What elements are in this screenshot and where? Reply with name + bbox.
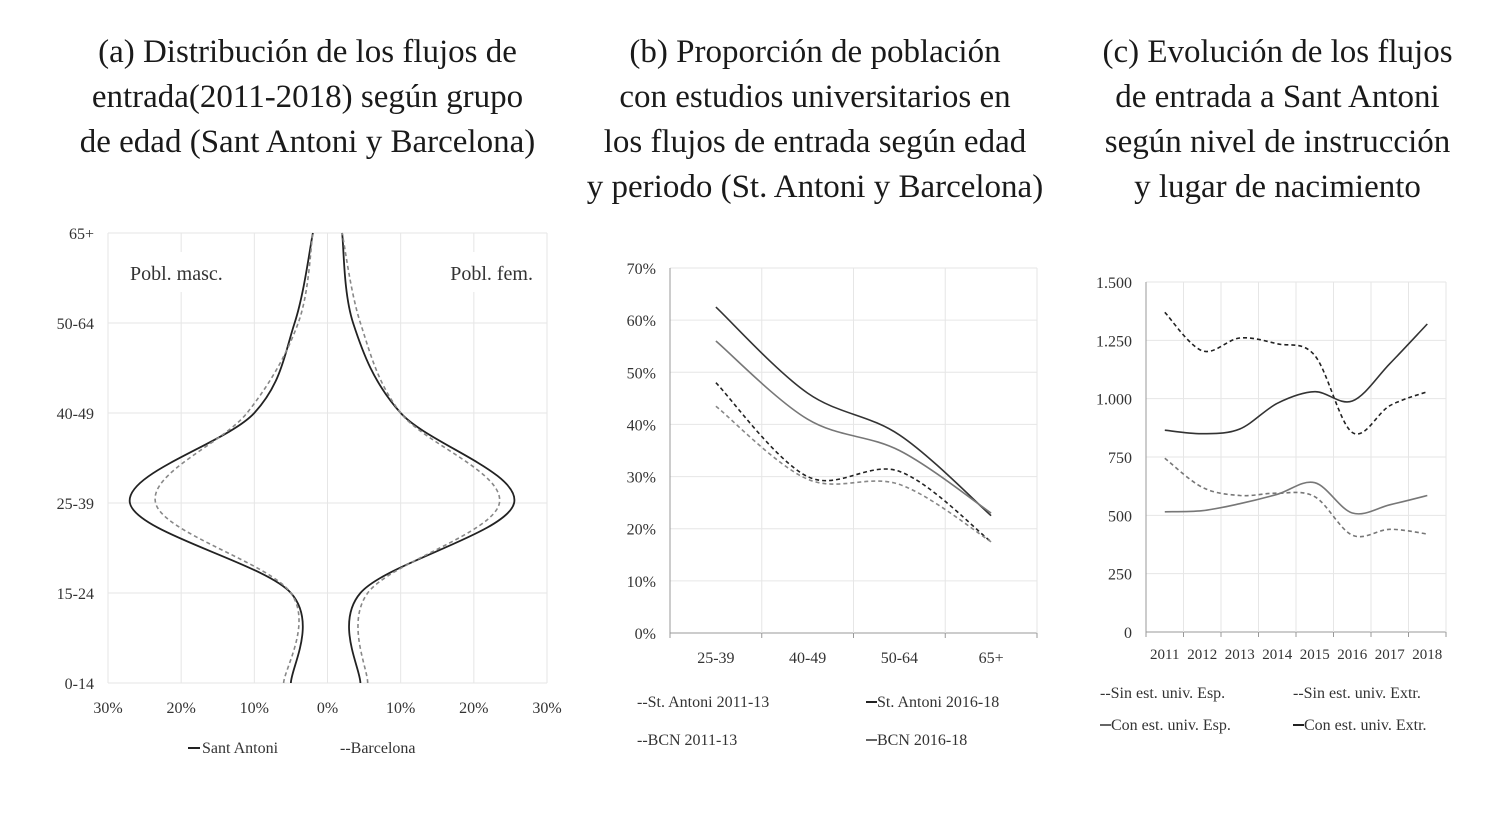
x-tick-label: 2016 [1337,647,1368,663]
y-tick-label: 40% [626,417,656,435]
y-tick-label: 10% [626,573,656,591]
x-tick-label: 10% [239,700,269,717]
title-a-line: entrada(2011-2018) según grupo [91,79,524,115]
y-tick-label: 500 [1108,508,1132,526]
legend-label: --Sin est. univ. Extr. [1293,685,1421,702]
y-tick-label: 1.500 [1096,275,1132,292]
title-a-line: (a) Distribución de los flujos de [98,34,517,70]
y-tick-label: 50-64 [56,316,94,333]
annotation-male: Pobl. masc. [130,263,223,285]
legend-label: --Barcelona [340,740,416,757]
x-tick-label: 2015 [1299,647,1330,663]
legend-label: --St. Antoni 2011-13 [637,694,770,711]
y-tick-label: 250 [1108,566,1132,584]
title-b-line: los flujos de entrada según edad [603,124,1027,160]
y-tick-label: 50% [626,365,656,383]
x-tick-label: 25-39 [697,650,735,667]
title-c-line: (c) Evolución de los flujos [1102,34,1453,70]
x-tick-label: 2012 [1187,647,1218,663]
series-line-female [342,233,500,683]
y-tick-label: 0 [1124,625,1132,642]
legend-label: Con est. univ. Extr. [1304,717,1427,734]
y-tick-label: 25-39 [56,496,94,513]
y-tick-label: 1.000 [1096,391,1132,409]
title-c-line: y lugar de nacimiento [1134,169,1421,205]
y-tick-label: 0% [634,626,656,643]
x-tick-label: 65+ [978,650,1004,667]
series-line-male [130,233,313,683]
y-tick-label: 60% [626,313,656,331]
y-tick-label: 0-14 [64,676,94,693]
x-tick-label: 2013 [1224,647,1255,663]
series-line-female [342,233,514,683]
title-c-line: de entrada a Sant Antoni [1115,79,1440,115]
x-tick-label: 20% [459,700,489,717]
y-tick-label: 15-24 [56,586,94,603]
x-tick-label: 2014 [1262,647,1293,663]
x-tick-label: 2017 [1374,647,1405,663]
y-tick-label: 750 [1108,450,1132,467]
x-tick-label: 50-64 [880,650,919,667]
legend-label: --BCN 2011-13 [637,732,738,749]
legend-label: BCN 2016-18 [877,732,968,749]
y-tick-label: 40-49 [56,406,94,423]
legend-label: St. Antoni 2016-18 [877,694,1000,711]
y-tick-label: 70% [626,261,656,278]
y-tick-label: 65+ [68,226,94,243]
y-tick-label: 1.250 [1096,333,1132,351]
title-b-line: y periodo (St. Antoni y Barcelona) [586,169,1044,205]
x-tick-label: 2018 [1412,647,1443,663]
legend-label: --Sin est. univ. Esp. [1100,685,1226,702]
title-b-line: con estudios universitarios en [619,79,1011,115]
title-b-line: (b) Proporción de población [629,34,1001,70]
x-tick-label: 30% [93,700,123,717]
x-tick-label: 0% [316,700,339,717]
y-tick-label: 30% [626,469,656,487]
x-tick-label: 30% [532,700,562,717]
annotation-female: Pobl. fem. [450,263,533,285]
y-tick-label: 20% [626,521,656,539]
legend-label: Sant Antoni [202,740,279,757]
x-tick-label: 20% [166,700,196,717]
legend-label: Con est. univ. Esp. [1111,717,1231,734]
title-a-line: de edad (Sant Antoni y Barcelona) [79,124,536,160]
x-tick-label: 10% [386,700,416,717]
title-c-line: según nivel de instrucción [1104,124,1451,160]
x-tick-label: 40-49 [788,650,827,667]
x-tick-label: 2011 [1150,647,1180,663]
